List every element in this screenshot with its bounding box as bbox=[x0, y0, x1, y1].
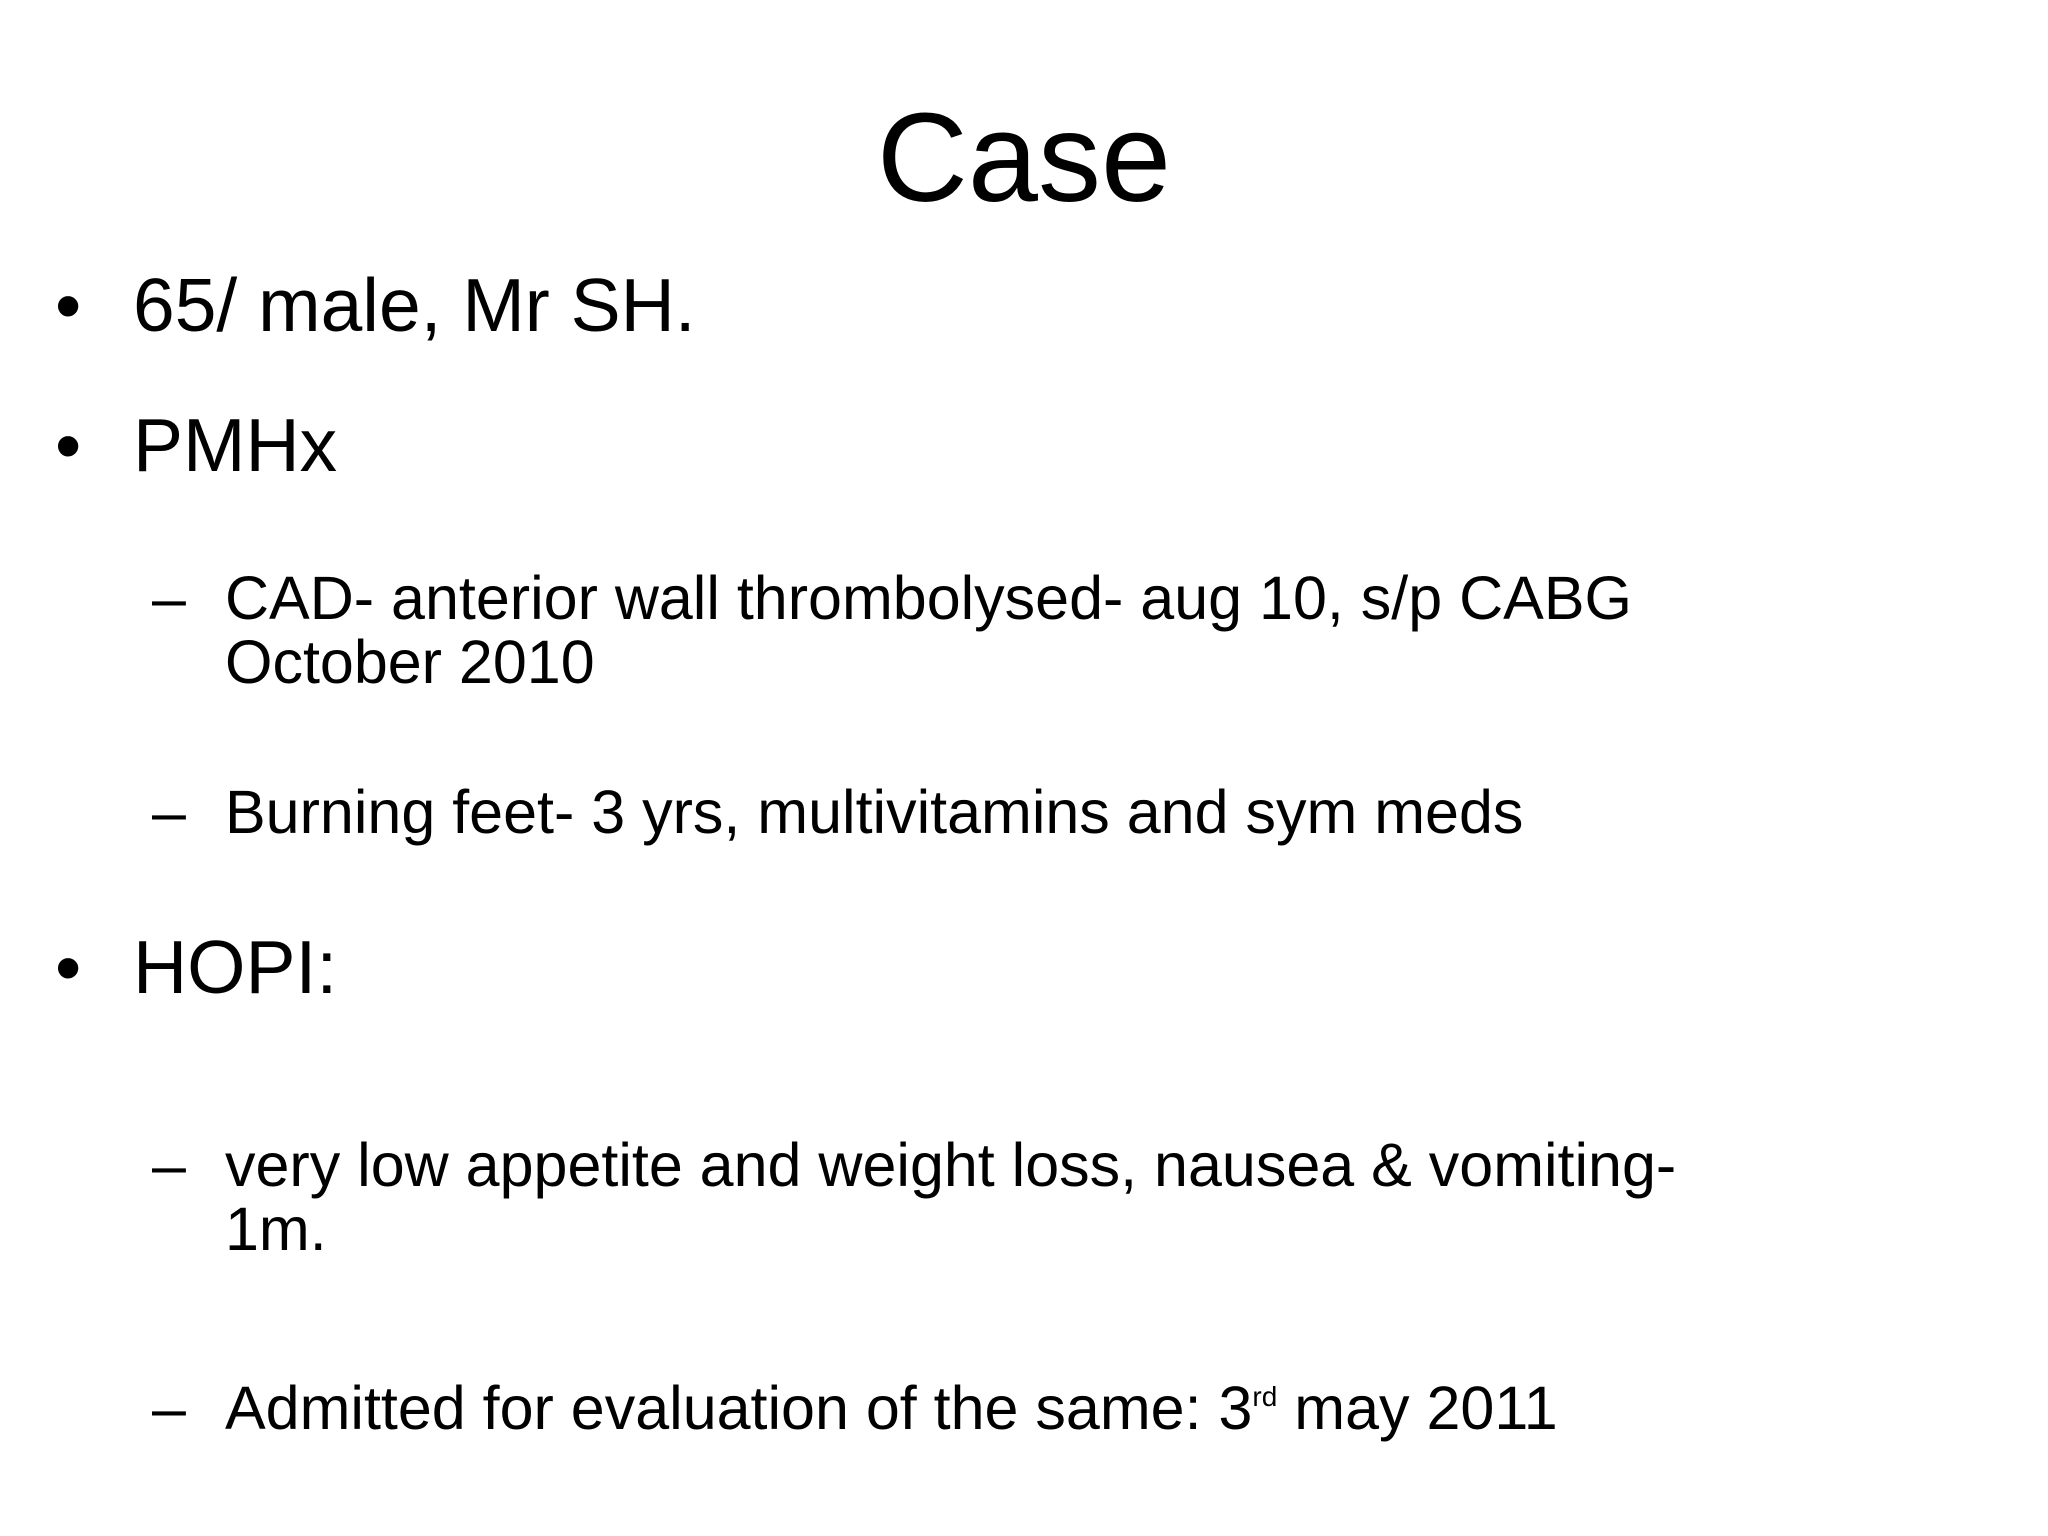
sub-text-cad-line2: October 2010 bbox=[225, 628, 595, 696]
bullet-text-pmhx: PMHx bbox=[133, 403, 338, 487]
sub-text-cad bbox=[225, 566, 1985, 694]
sub-text-admitted-before: Admitted for evaluation of the same: 3 bbox=[225, 1374, 1253, 1442]
bullet-icon: • bbox=[55, 403, 82, 487]
sub-text-burning-feet: Burning feet- 3 yrs, multivitamins and sym meds bbox=[225, 778, 1524, 846]
dash-icon: – bbox=[152, 778, 186, 846]
sub-text-admitted bbox=[225, 1376, 1985, 1440]
sub-text-appetite-line2: 1m. bbox=[225, 1195, 327, 1263]
slide-title: Case bbox=[876, 87, 1172, 228]
sub-text-cad-line1: CAD- anterior wall thrombolysed- aug 10, s/p CABG bbox=[225, 564, 1632, 632]
bullet-text-patient: 65/ male, Mr SH. bbox=[133, 263, 696, 347]
bullet-text-hopi: HOPI: bbox=[133, 925, 338, 1009]
dash-icon: – bbox=[152, 1374, 186, 1442]
bullet-icon: • bbox=[55, 263, 82, 347]
sub-text-admitted-after: may 2011 bbox=[1277, 1374, 1558, 1442]
sub-text-appetite-line1: very low appetite and weight loss, nausea & vomiting- bbox=[225, 1131, 1677, 1199]
dash-icon: – bbox=[152, 564, 186, 632]
dash-icon: – bbox=[152, 1131, 186, 1199]
sub-text-appetite bbox=[225, 1133, 1985, 1261]
bullet-icon: • bbox=[55, 925, 82, 1009]
ordinal-superscript: rd bbox=[1252, 1381, 1278, 1412]
